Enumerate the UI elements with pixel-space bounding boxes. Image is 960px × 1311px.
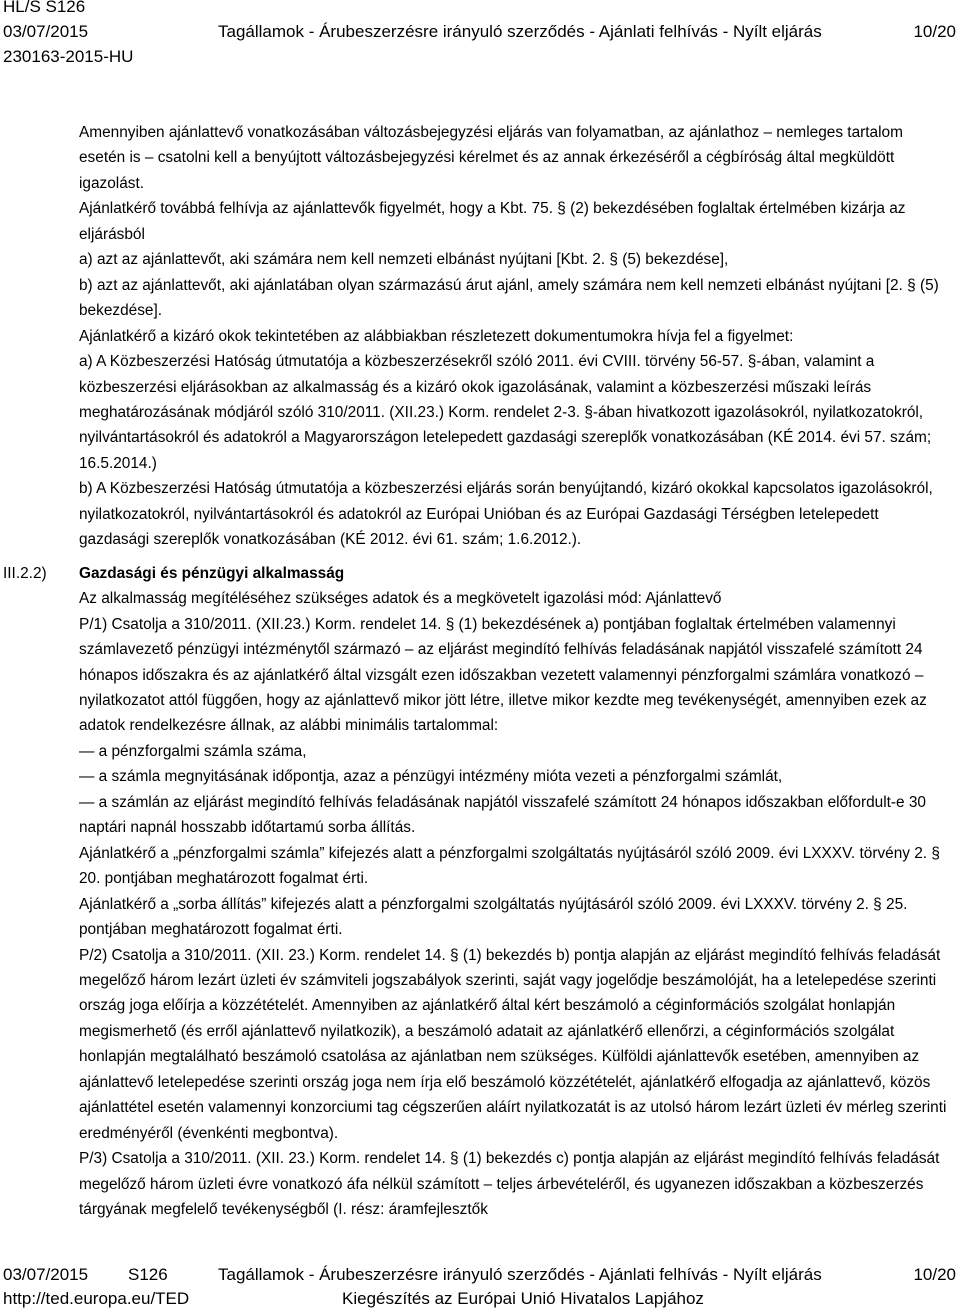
footer-title: Tagállamok - Árubeszerzésre irányuló szerződés - Ajánlati felhívás - Nyílt eljárás [218, 1265, 822, 1284]
footer-supplement: Kiegészítés az Európai Unió Hivatalos Lapjához [342, 1289, 704, 1308]
paragraph: Amennyiben ajánlattevő vonatkozásában változásbejegyzési eljárás van folyamatban, az ajánlathoz – nemleges tartalom esetén is – csatolni kell a benyújtott változásbejegyzési kérelmet és az annak érkezéséről a cégbíróság által megküldött igazolást. [79, 124, 903, 192]
footer-url: http://ted.europa.eu/TED [3, 1289, 190, 1308]
paragraph: P/1) Csatolja a 310/2011. (XII.23.) Korm. rendelet 14. § (1) bekezdésének a) pontjában foglaltak értelmében valamennyi számlavezető pénzügyi intézménytől származó – az eljárást megindító felhívás feladásának napjától visszafelé számított 24 hónapos időszakra és az ajánlatkérő által vizsgált ezen időszakban vezetett valamennyi pénzforgalmi számlára vonatkozó – nyilatkozatot attól függően, hogy az ajánlattevő mikor jött létre, illetve mikor kezdte meg tevékenységét, amennyiben ezek az adatok rendelkezésre állnak, az alábbi minimális tartalommal: [79, 615, 927, 735]
paragraph: P/3) Csatolja a 310/2011. (XII. 23.) Korm. rendelet 14. § (1) bekezdés c) pontja alapján az eljárást megindító felhívás feladását megelőző három üzleti évre vonatkozó áfa nélkül számított – teljes árbevételéről, és ugyanezen időszakban a közbeszerzés tárgyának megfelelő tevékenységből (I. rész: áramfejlesztők [79, 1150, 940, 1219]
paragraph: Ajánlatkérő továbbá felhívja az ajánlattevők figyelmét, hogy a Kbt. 75. § (2) bekezdésében foglaltak értelmében kizárja az eljárásból [79, 200, 906, 243]
paragraph: b) A Közbeszerzési Hatóság útmutatója a közbeszerzési eljárás során benyújtandó, kizáró okokkal kapcsolatos igazolásokról, nyilatkozatokról, nyilvántartásokról és adatokról az Európai Unióban és az Európai Gazdasági Térségben letelepedett gazdasági szereplők vonatkozásában (KÉ 2012. évi 61. szám; 1.6.2012.). [79, 480, 933, 549]
page-footer [0, 1263, 960, 1311]
header-title: Tagállamok - Árubeszerzésre irányuló szerződés - Ajánlati felhívás - Nyílt eljárás [218, 22, 822, 41]
page-header [0, 0, 960, 70]
footer-page-number: 10/20 [913, 1265, 956, 1284]
continued-section [0, 120, 960, 553]
paragraph: a) A Közbeszerzési Hatóság útmutatója a közbeszerzésekről szóló 2011. évi CVIII. törvény 56-57. §-ában, valamint a közbeszerzési eljárásokban az alkalmasság és a kizáró okok igazolásának, valamint a közbeszerzési műszaki leírás meghatározásának módjáról szóló 310/2011. (XII.23.) Korm. rendelet 2-3. §-ában hivatkozott igazolásokról, nyilatkozatokról, nyilvántartásokról és adatokról a Magyarországon letelepedett gazdasági szereplők vonatkozásában (KÉ 2014. évi 57. szám; 16.5.2014.) [79, 353, 932, 472]
list-item: — a számlán az eljárást megindító felhívás feladásának napjától visszafelé számított 24 hónapos időszakban előfordult-e 30 naptári napnál hosszabb időtartamú sorba állítás. [79, 793, 926, 837]
section-economic-financial [0, 561, 960, 1223]
paragraph: Az alkalmasság megítéléséhez szükséges adatok és a megkövetelt igazolási mód: Ajánlattevő [79, 590, 722, 608]
footer-date: 03/07/2015 [3, 1265, 89, 1284]
header-document-id: 230163-2015-HU [3, 47, 134, 66]
paragraph: a) azt az ajánlattevőt, aki számára nem kell nemzeti elbánást nyújtani [Kbt. 2. § (5) bekezdése], [79, 251, 729, 269]
paragraph: P/2) Csatolja a 310/2011. (XII. 23.) Korm. rendelet 14. § (1) bekezdés b) pontja alapján az eljárást megindító felhívás feladását megelőző három lezárt üzleti év számviteli jogszabályok szerinti, saját vagy jogelődje beszámolóját, ha a letelepedése szerinti ország joga előírja a közzétételét. Amennyiben az ajánlatkérő által kért beszámoló a céginformációs szolgálat honlapján megismerhető (és erről ajánlattevő nyilatkozik), a beszámoló adatait az ajánlatkérő ellenőrzi, a céginformációs szolgálat honlapján megtalálható beszámoló csatolása az ajánlatban nem szükséges. Külföldi ajánlattevők esetében, amennyiben az ajánlattevő letelepedése szerinti ország joga nem írja elő beszámoló közzétételét, ajánlatkérő elfogadja az ajánlattevő, közös ajánlattétel esetén valamennyi konzorciumi tag cégszerűen aláírt nyilatkozatát is az utolsó három lezárt üzleti év mérleg szerinti eredményéről (évenkénti megbontva). [79, 946, 947, 1142]
list-item: — a pénzforgalmi számla száma, [79, 742, 307, 760]
paragraph: Ajánlatkérő a „pénzforgalmi számla” kifejezés alatt a pénzforgalmi szolgáltatás nyújtásáról szóló 2009. évi LXXXV. törvény 2. § 20. pontjában meghatározott fogalmat érti. [79, 844, 940, 888]
paragraph: Ajánlatkérő a „sorba állítás” kifejezés alatt a pénzforgalmi szolgáltatás nyújtásáról szóló 2009. évi LXXXV. törvény 2. § 25. pontjában meghatározott fogalmat érti. [79, 895, 908, 939]
header-date: 03/07/2015 [3, 22, 89, 41]
header-code: HL/S S126 [3, 0, 86, 16]
footer-code: S126 [128, 1265, 168, 1284]
paragraph: b) azt az ajánlattevőt, aki ajánlatában olyan származású árut ajánl, amely számára nem kell nemzeti elbánást nyújtani [2. § (5) bekezdése]. [79, 276, 939, 320]
section-title: Gazdasági és pénzügyi alkalmasság [79, 564, 345, 582]
paragraph: Ajánlatkérő a kizáró okok tekintetében az alábbiakban részletezett dokumentumokra hívja fel a figyelmet: [79, 327, 794, 345]
list-item: — a számla megnyitásának időpontja, azaz a pénzügyi intézmény mióta vezeti a pénzforgalmi számlát, [79, 768, 783, 786]
section-number: III.2.2) [3, 564, 47, 582]
header-page-number: 10/20 [913, 22, 956, 41]
document-body [0, 120, 960, 1260]
